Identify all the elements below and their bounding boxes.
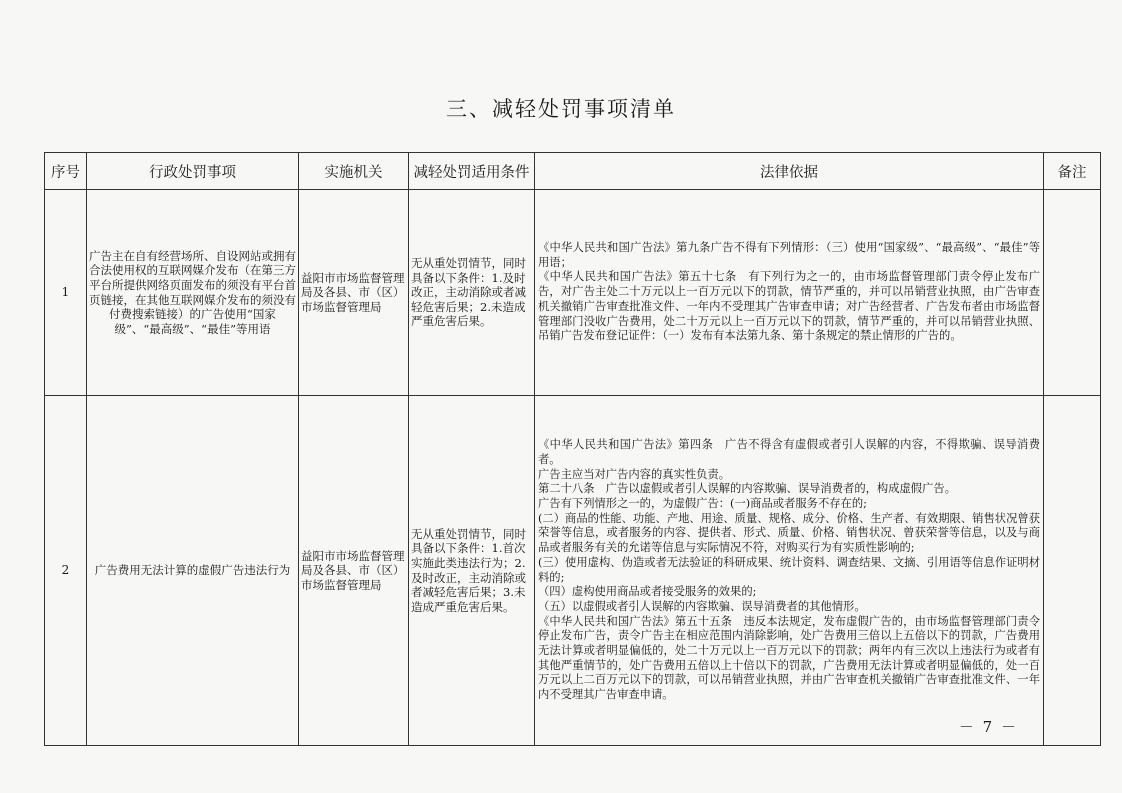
table-row	[45, 396, 1101, 746]
header-agency: 实施机关	[299, 153, 409, 190]
header-condition: 减轻处罚适用条件	[409, 153, 535, 190]
reduction-condition: 无从重处罚情节，同时具备以下条件：1.首次实施此类违法行为；2.及时改正，主动消除或者减轻危害后果；3.未造成严重危害后果。	[409, 396, 535, 746]
legal-basis-paragraph: 《中华人民共和国广告法》第四条 广告不得含有虚假或者引人误解的内容，不得欺骗、误导消费者。	[538, 438, 1040, 466]
header-remark: 备注	[1044, 153, 1101, 190]
row-number: 1	[45, 190, 87, 396]
remark	[1044, 190, 1101, 396]
legal-basis-paragraph: （四）虚构使用商品或者接受服务的效果的;	[538, 585, 757, 599]
legal-basis-paragraph: 第二十八条 广告以虚假或者引人误解的内容欺骗、误导消费者的，构成虚假广告。	[538, 482, 956, 496]
header-item: 行政处罚事项	[87, 153, 299, 190]
legal-basis-paragraph: 《中华人民共和国广告法》第九条广告不得有下列情形：（三）使用“国家级”、“最高级”、“最佳”等用语；	[538, 241, 1040, 269]
header-no: 序号	[45, 153, 87, 190]
legal-basis	[535, 190, 1044, 396]
penalty-reduction-table	[44, 152, 1101, 746]
implementing-agency: 益阳市市场监督管理局及各县、市（区）市场监督管理局	[299, 396, 409, 746]
penalty-item: 广告主在自有经营场所、自设网站或拥有合法使用权的互联网媒介发布（在第三方平台所提供网络页面发布的须没有平台首页链接，在其他互联网媒介发布的须没有付费搜索链接）的广告使用“国家级”、“最高级”、“最佳”等用语	[87, 190, 299, 396]
page-title: 三、减轻处罚事项清单	[446, 97, 676, 121]
page-number: － 7 －	[958, 718, 1018, 736]
legal-basis-paragraph: (三）使用虚构、伪造或者无法验证的科研成果、统计资料、调查结果、文摘、引用语等信息作证明材料的;	[538, 555, 1040, 584]
remark	[1044, 396, 1101, 746]
legal-basis-paragraph: 《中华人民共和国广告法》第五十七条 有下列行为之一的，由市场监督管理部门责令停止发布广告，对广告主处二十万元以上一百万元以下的罚款，情节严重的，并可以吊销营业执照，由广告审查机关撤销广告审查批准文件、一年内不受理其广告审查申请；对广告经营者、广告发布者由市场监督管理部门没收广告费用，处二十万元以上一百万元以下的罚款，情节严重的，并可以吊销营业执照、吊销广告发布登记证件：（一）发布有本法第九条、第十条规定的禁止情形的广告的。	[538, 270, 1040, 343]
penalty-item: 广告费用无法计算的虚假广告违法行为	[87, 396, 299, 746]
legal-basis	[535, 396, 1044, 746]
legal-basis-paragraph: (二）商品的性能、功能、产地、用途、质量、规格、成分、价格、生产者、有效期限、销售状况曾获荣誉等信息，或者服务的内容、提供者、形式、质量、价格、销售状况、曾获荣誉等信息，以及与商品或者服务有关的允诺等信息与实际情况不符，对购买行为有实质性影响的;	[538, 511, 1040, 555]
table-row	[45, 190, 1101, 396]
header-basis: 法律依据	[535, 153, 1044, 190]
implementing-agency: 益阳市市场监督管理局及各县、市（区）市场监督管理局	[299, 190, 409, 396]
table-header-row	[45, 153, 1101, 190]
legal-basis-paragraph: 广告有下列情形之一的，为虚假广告：(一)商品或者服务不存在的;	[538, 496, 867, 510]
legal-basis-paragraph: （五）以虚假或者引人误解的内容欺骗、误导消费者的其他情形。	[538, 599, 866, 613]
legal-basis-paragraph: 《中华人民共和国广告法》第五十五条 违反本法规定，发布虚假广告的，由市场监督管理部门责令停止发布广告，责令广告主在相应范围内消除影响，处广告费用三倍以上五倍以下的罚款，广告费用无法计算或者明显偏低的，处二十万元以上一百万元以下的罚款；两年内有三次以上违法行为或者有其他严重情节的，处广告费用五倍以上十倍以下的罚款，广告费用无法计算或者明显偏低的，处一百万元以上二百万元以下的罚款，可以吊销营业执照，并由广告审查机关撤销广告审查批准文件、一年内不受理其广告审查申请。	[538, 614, 1040, 702]
reduction-condition: 无从重处罚情节，同时具备以下条件：1.及时改正，主动消除或者减轻危害后果；2.未造成严重危害后果。	[409, 190, 535, 396]
legal-basis-paragraph: 广告主应当对广告内容的真实性负责。	[538, 467, 731, 481]
row-number: 2	[45, 396, 87, 746]
